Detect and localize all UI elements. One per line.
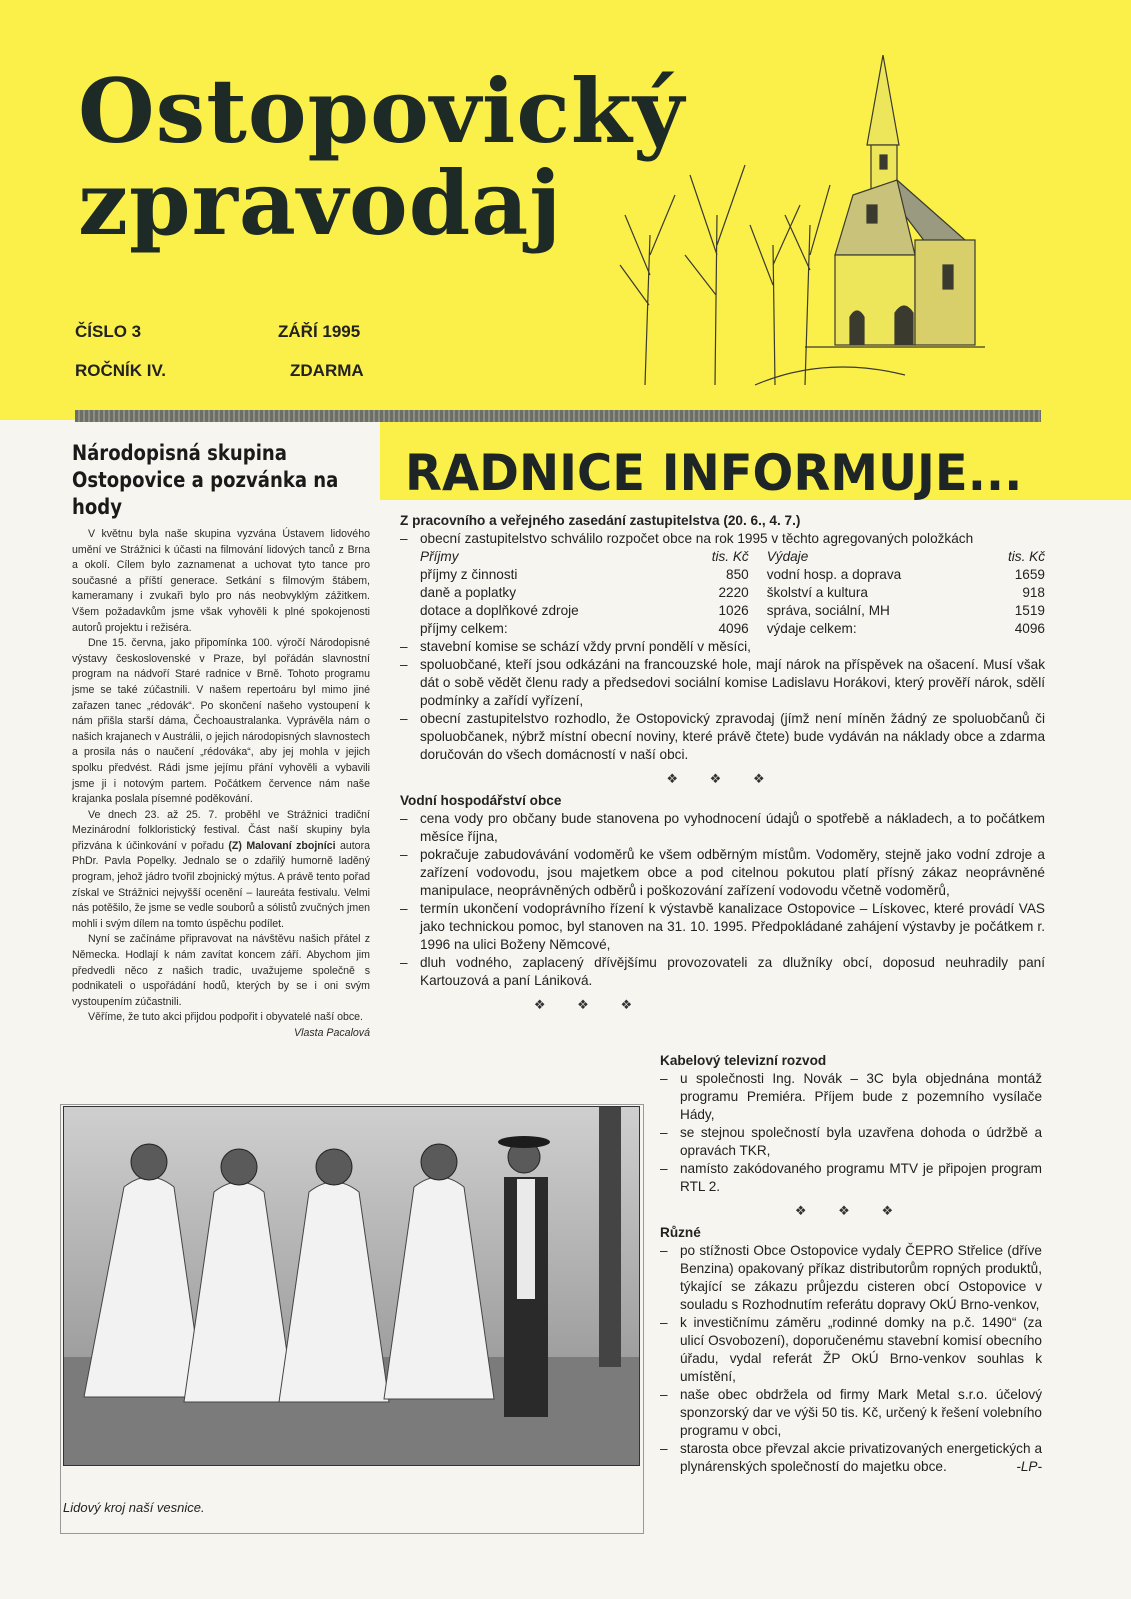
- budget-header-income-unit: tis. Kč: [711, 549, 749, 564]
- budget-total-row: [420, 620, 1045, 638]
- title-line-2: zpravodaj: [78, 151, 563, 255]
- newspaper-title: [78, 59, 686, 255]
- budget-cell: 918: [1022, 585, 1045, 600]
- lower-right-column: [660, 1052, 1042, 1476]
- misc-item: – naše obec obdržela od firmy Mark Metal s.r.o. účelový sponzorský dar ve výši 50 tis. Kč, určený k řešení volebního programu v obci,: [660, 1386, 1042, 1440]
- radnice-headline: RADNICE INFORMUJE...: [405, 444, 1023, 502]
- budget-cell: 1026: [718, 603, 749, 618]
- volume-number: ROČNÍK IV.: [75, 361, 167, 380]
- photo-caption: Lidový kroj naší vesnice.: [63, 1500, 205, 1515]
- council-item: – spoluobčané, kteří jsou odkázáni na francouzské hole, mají nárok na příspěvek na ošacení. Musí však dát o sobě vědět členu rady a předsedovi sociální komise Ladislavu Horákovi, který prověří nárok, sdělí podmínky a zařídí vyřízení,: [400, 656, 1045, 710]
- church-drawing: [605, 55, 1045, 395]
- section-separator: ❖ ❖ ❖: [666, 771, 779, 786]
- folklore-article: [72, 440, 370, 1042]
- issue-date: ZÁŘÍ 1995: [278, 322, 361, 341]
- budget-cell: 850: [726, 567, 749, 582]
- council-item: – obecní zastupitelstvo rozhodlo, že Ostopovický zpravodaj (jímž není míněn žádný ze spoluobčanů či spoluobčanek, nýbrž místní obecní noviny, které právě čtete) bude vydáván na náklady obce a zdarma doručován do všech domácností v naší obci.: [400, 710, 1045, 764]
- title-line-1: Ostopovický: [78, 59, 686, 163]
- folklore-paragraph-5-text: Věříme, že tuto akci přijdou podpořit i obyvatelé naší obce.: [88, 1011, 364, 1024]
- folklore-paragraph-5: [72, 1010, 370, 1039]
- budget-cell: daně a poplatky: [420, 585, 516, 600]
- misc-heading: Různé: [660, 1225, 701, 1240]
- budget-header-expense: Výdaje: [766, 549, 809, 564]
- budget-cell: 4096: [1014, 621, 1045, 636]
- section-separator: ❖ ❖ ❖: [794, 1203, 908, 1218]
- budget-cell: správa, sociální, MH: [766, 603, 890, 618]
- budget-cell: příjmy z činnosti: [420, 567, 518, 582]
- budget-header-expense-unit: tis. Kč: [1007, 549, 1045, 564]
- section-separator: ❖ ❖ ❖: [533, 997, 647, 1012]
- folklore-paragraph-4: Nyní se začínáme připravovat na návštěvu našich přátel z Německa. Hodlají k nám zavítat koncem září. Abychom jim předvedli něco z našich tradic, uvažujeme společně s podnikateli o uspořádání hodů, kterých by se i oni svým vystoupením zúčastnili.: [72, 933, 370, 1008]
- folklore-heading-line-2: Ostopovice a pozvánka na hody: [72, 468, 339, 519]
- budget-table: [420, 548, 1045, 638]
- issue-number: ČÍSLO 3: [75, 322, 142, 341]
- cable-item: – se stejnou společností byla uzavřena dohoda o údržbě a opravách TKR,: [660, 1124, 1042, 1160]
- budget-cell: 1519: [1014, 603, 1045, 618]
- misc-signature: -LP-: [1016, 1459, 1042, 1474]
- misc-item: – k investičnímu záměru „rodinné domky na p.č. 1490“ (za ulicí Osvobození), doporučenému stavební komisí obecního úřadu, vydal referát ŽP OkÚ Brno-venkov souhlas k umístění,: [660, 1314, 1042, 1386]
- council-item: – stavební komise se schází vždy první pondělí v měsíci,: [400, 638, 1045, 656]
- budget-cell: školství a kultura: [766, 585, 868, 600]
- misc-item-text: starosta obce převzal akcie privatizovaných energetických a plynárenských společností do majetku obce.: [680, 1441, 1042, 1474]
- cable-heading: Kabelový televizní rozvod: [660, 1053, 827, 1068]
- budget-cell: 1659: [1014, 567, 1045, 582]
- budget-intro: – obecní zastupitelstvo schválilo rozpočet obce na rok 1995 v těchto agregovaných položkách: [400, 530, 1045, 548]
- water-heading: Vodní hospodářství obce: [400, 793, 562, 808]
- folklore-paragraph-3-end: autora PhDr. Pavla Popelky. Jednalo se o zdařilý humorně laděný program, jehož jádro tvořil zbojnický mýtus. A právě tento pořad získal ve Strážnici nejvyšší ocenění – laureáta festivalu. Velmi nás potěšilo, že jsme se vedle souborů a sólistů zvučných jmen mohli i svým dílem na tomto úspěchu podílet.: [72, 839, 370, 930]
- cable-item: – namísto zakódovaného programu MTV je připojen program RTL 2.: [660, 1160, 1042, 1196]
- cable-item: – u společnosti Ing. Novák – 3C byla objednána montáž programu Premiéra. Příjem bude z pozemního vysílače Hády,: [660, 1070, 1042, 1124]
- misc-item: [660, 1440, 1042, 1476]
- council-heading: Z pracovního a veřejného zasedání zastupitelstva (20. 6., 4. 7.): [400, 513, 801, 528]
- budget-cell: 2220: [718, 585, 749, 600]
- folk-costume-photo: [63, 1106, 640, 1466]
- budget-cell: dotace a doplňkové zdroje: [420, 603, 579, 618]
- folklore-paragraph-3-start: Ve dnech 23. až 25. 7. proběhl ve Strážnici tradiční Mezinárodní folkloristický festival. Část naší skupiny byla přizvána k účinkování v pořadu: [72, 808, 370, 852]
- budget-row: [420, 566, 1045, 584]
- budget-row: [420, 602, 1045, 620]
- water-item: – dluh vodného, zaplacený dřívějšímu provozovateli za dlužníky obcí, doposud neuhradily paní Kartouzová a paní Lániková.: [400, 954, 1045, 990]
- budget-header-row: [420, 548, 1045, 566]
- council-section: [400, 512, 1045, 1018]
- folklore-heading: [72, 440, 364, 521]
- header-divider-band: [75, 410, 1041, 422]
- folklore-paragraph-3: [72, 808, 370, 933]
- budget-cell: vodní hosp. a doprava: [766, 567, 902, 582]
- water-item: – pokračuje zabudovávání vodoměrů ke všem odběrným místům. Vodoměry, stejně jako vodní zdroje a zařízení vodovodu, jsou majetkem obce a pod citelnou pokutou platí přísný zákaz neoprávněné manipulace, neoprávněných odběrů i poškozování zařízení vodovodu včetně vodoměrů,: [400, 846, 1045, 900]
- program-title: (Z) Malovaní zbojníci: [228, 839, 336, 852]
- budget-header-income: Příjmy: [420, 549, 459, 564]
- price: ZDARMA: [290, 361, 364, 380]
- water-item: – termín ukončení vodoprávního řízení k výstavbě kanalizace Ostopovice – Lískovec, které provádí VAS jako technickou pomoc, byl stanoven na 31. 10. 1995. Předpokládané zahájení výstavby je počátkem r. 1996 na ulici Boženy Němcové,: [400, 900, 1045, 954]
- water-item: – cena vody pro občany bude stanovena po vyhodnocení údajů o spotřebě a nákladech, a to počátkem měsíce října,: [400, 810, 1045, 846]
- folklore-heading-line-1: Národopisná skupina: [72, 441, 287, 465]
- budget-cell: příjmy celkem:: [420, 621, 508, 636]
- folklore-paragraph-1: V květnu byla naše skupina vyzvána Ústavem lidového umění ve Strážnici k účasti na filmování lidových tanců z Brna a okolí. Cílem bylo zaznamenat a uchovat tyto tance pro současné a příští generace. Setkání s filmovým štábem, kameramany i zvukaři bylo pro nás neobvyklým zážitkem. Všem požadavkům jsme však vyhověli k plné spokojenosti autorů projektu i režiséra.: [72, 528, 370, 634]
- photo-image: [64, 1107, 639, 1465]
- budget-row: [420, 584, 1045, 602]
- folklore-author: Vlasta Pacalová: [294, 1027, 370, 1039]
- budget-cell: 4096: [718, 621, 749, 636]
- folklore-paragraph-2: Dne 15. června, jako připomínka 100. výročí Národopisné výstavy československé v Praze, byl pořádán slavnostní program na nádvoří Staré radnice v Brně. Tohoto programu jsme se také zúčastnili. V našem repertoáru byl mimo jiné zařazen tanec „rédovák“. Po skončení našeho vystoupení k nám přišla starší dáma, Čechoaustralanka. Vyprávěla nám o našich krajanech v Austrálii, o jejich národopisných slavnostech a prosila nás o naučení „rédováka“, aby jej mohla v jejich spolku předvést. Rádi jsme jejímu přání vyhověli a vybavili jsme ji i notovým partem. Počátkem července nám naše krajanka poslala písemné poděkování.: [72, 637, 370, 806]
- budget-cell: výdaje celkem:: [766, 621, 857, 636]
- misc-item: – po stížnosti Obce Ostopovice vydaly ČEPRO Střelice (dříve Benzina) opakovaný příkaz distributorům ropných produktů, týkající se zákazu průjezdu cisteren obcí Ostopovice v souladu s Rozhodnutím referátu dopravy OkÚ Brno-venkov,: [660, 1242, 1042, 1314]
